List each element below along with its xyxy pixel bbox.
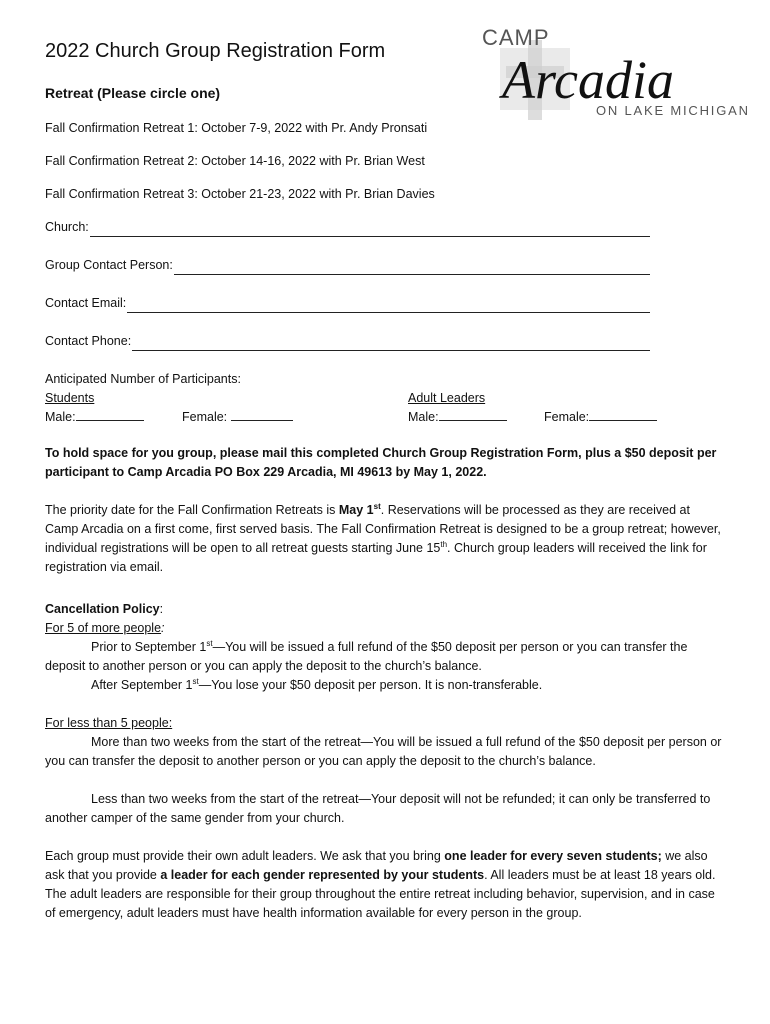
cancellation-more-heading: For 5 of more people: bbox=[45, 621, 165, 635]
leaders-female-label: Female: bbox=[544, 410, 590, 424]
contact-person-label: Group Contact Person: bbox=[45, 258, 173, 272]
logo-tagline-text: ON LAKE MICHIGAN bbox=[596, 103, 750, 118]
students-female-field[interactable] bbox=[182, 408, 293, 427]
students-female-label: Female: bbox=[182, 410, 228, 424]
leaders-male-field[interactable] bbox=[408, 408, 507, 427]
cancellation-more-after: After September 1st—You lose your $50 deposit per person. It is non-transferable. bbox=[91, 676, 543, 692]
contact-phone-field[interactable] bbox=[45, 332, 650, 351]
contact-person-field[interactable] bbox=[45, 256, 650, 275]
adult-leaders-heading: Adult Leaders bbox=[408, 391, 486, 405]
retreat-option-1[interactable]: Fall Confirmation Retreat 1: October 7-9, 2022 with Pr. Andy Pronsati bbox=[45, 121, 428, 135]
retreat-option-2[interactable]: Fall Confirmation Retreat 2: October 14-16, 2022 with Pr. Brian West bbox=[45, 154, 425, 168]
contact-email-field[interactable] bbox=[45, 294, 650, 313]
cancellation-less-less-than: Less than two weeks from the start of the retreat—Your deposit will not be refunded; it can only be transferred to another camper of the same gender from your church. bbox=[45, 792, 711, 825]
students-male-input-line[interactable] bbox=[76, 408, 144, 421]
deposit-instructions: To hold space for you group, please mail this completed Church Group Registration Form, plus a $50 deposit per participant to Camp Arcadia PO Box 229 Arcadia, MI 49613 by May 1, 2022. bbox=[45, 446, 717, 479]
church-input-line[interactable] bbox=[90, 223, 650, 237]
students-male-label: Male: bbox=[45, 410, 76, 424]
form-title: 2022 Church Group Registration Form bbox=[45, 40, 386, 62]
priority-paragraph: The priority date for the Fall Confirmation Retreats is May 1st. Reservations will be processed as they are received at Camp Arcadia on a first come, first served basis. The Fall Confirmation Retreat is designed to be a group retreat; however, individual registrations will be open to all retreat guests starting June 15th. Church group leaders will received the link for registration via email. bbox=[45, 501, 721, 574]
logo-arcadia-text: Arcadia bbox=[502, 50, 674, 110]
cancellation-more-prior: Prior to September 1st—You will be issued a full refund of the $50 deposit per person or you can transfer the deposit to another person or you can apply the deposit to the church’s balance. bbox=[45, 638, 688, 673]
church-label: Church: bbox=[45, 220, 89, 234]
logo-camp-text: CAMP bbox=[482, 25, 550, 50]
leaders-female-input-line[interactable] bbox=[589, 408, 657, 421]
leaders-female-field[interactable] bbox=[544, 408, 657, 427]
church-field[interactable] bbox=[45, 218, 650, 237]
contact-email-label: Contact Email: bbox=[45, 296, 127, 310]
adult-leaders-paragraph: Each group must provide their own adult leaders. We ask that you bring one leader for every seven students; we also ask that you provide a leader for each gender represented by your students. All leaders must be at least 18 years old. The adult leaders are responsible for their group throughout the entire retreat including behavior, supervision, and in case of emergency, adult leaders must have health information available for every person in the group. bbox=[45, 849, 716, 920]
retreat-subtitle: Retreat (Please circle one) bbox=[45, 85, 221, 101]
contact-phone-input-line[interactable] bbox=[132, 337, 650, 351]
retreat-option-3[interactable]: Fall Confirmation Retreat 3: October 21-23, 2022 with Pr. Brian Davies bbox=[45, 187, 435, 201]
participants-heading: Anticipated Number of Participants: bbox=[45, 372, 241, 386]
leaders-male-input-line[interactable] bbox=[439, 408, 507, 421]
contact-email-input-line[interactable] bbox=[127, 299, 650, 313]
cancellation-less-heading: For less than 5 people: bbox=[45, 716, 173, 730]
students-male-field[interactable] bbox=[45, 408, 144, 427]
leaders-male-label: Male: bbox=[408, 410, 439, 424]
contact-phone-label: Contact Phone: bbox=[45, 334, 132, 348]
cancellation-heading: Cancellation Policy: bbox=[45, 602, 164, 616]
students-female-input-line[interactable] bbox=[231, 408, 293, 421]
contact-person-input-line[interactable] bbox=[174, 261, 650, 275]
cancellation-less-more-than: More than two weeks from the start of the retreat—You will be issued a full refund of the $50 deposit per person or you can transfer the deposit to another person or you can apply the deposit to the church’s balance. bbox=[45, 735, 722, 768]
camp-arcadia-logo bbox=[478, 18, 753, 128]
students-heading: Students bbox=[45, 391, 95, 405]
